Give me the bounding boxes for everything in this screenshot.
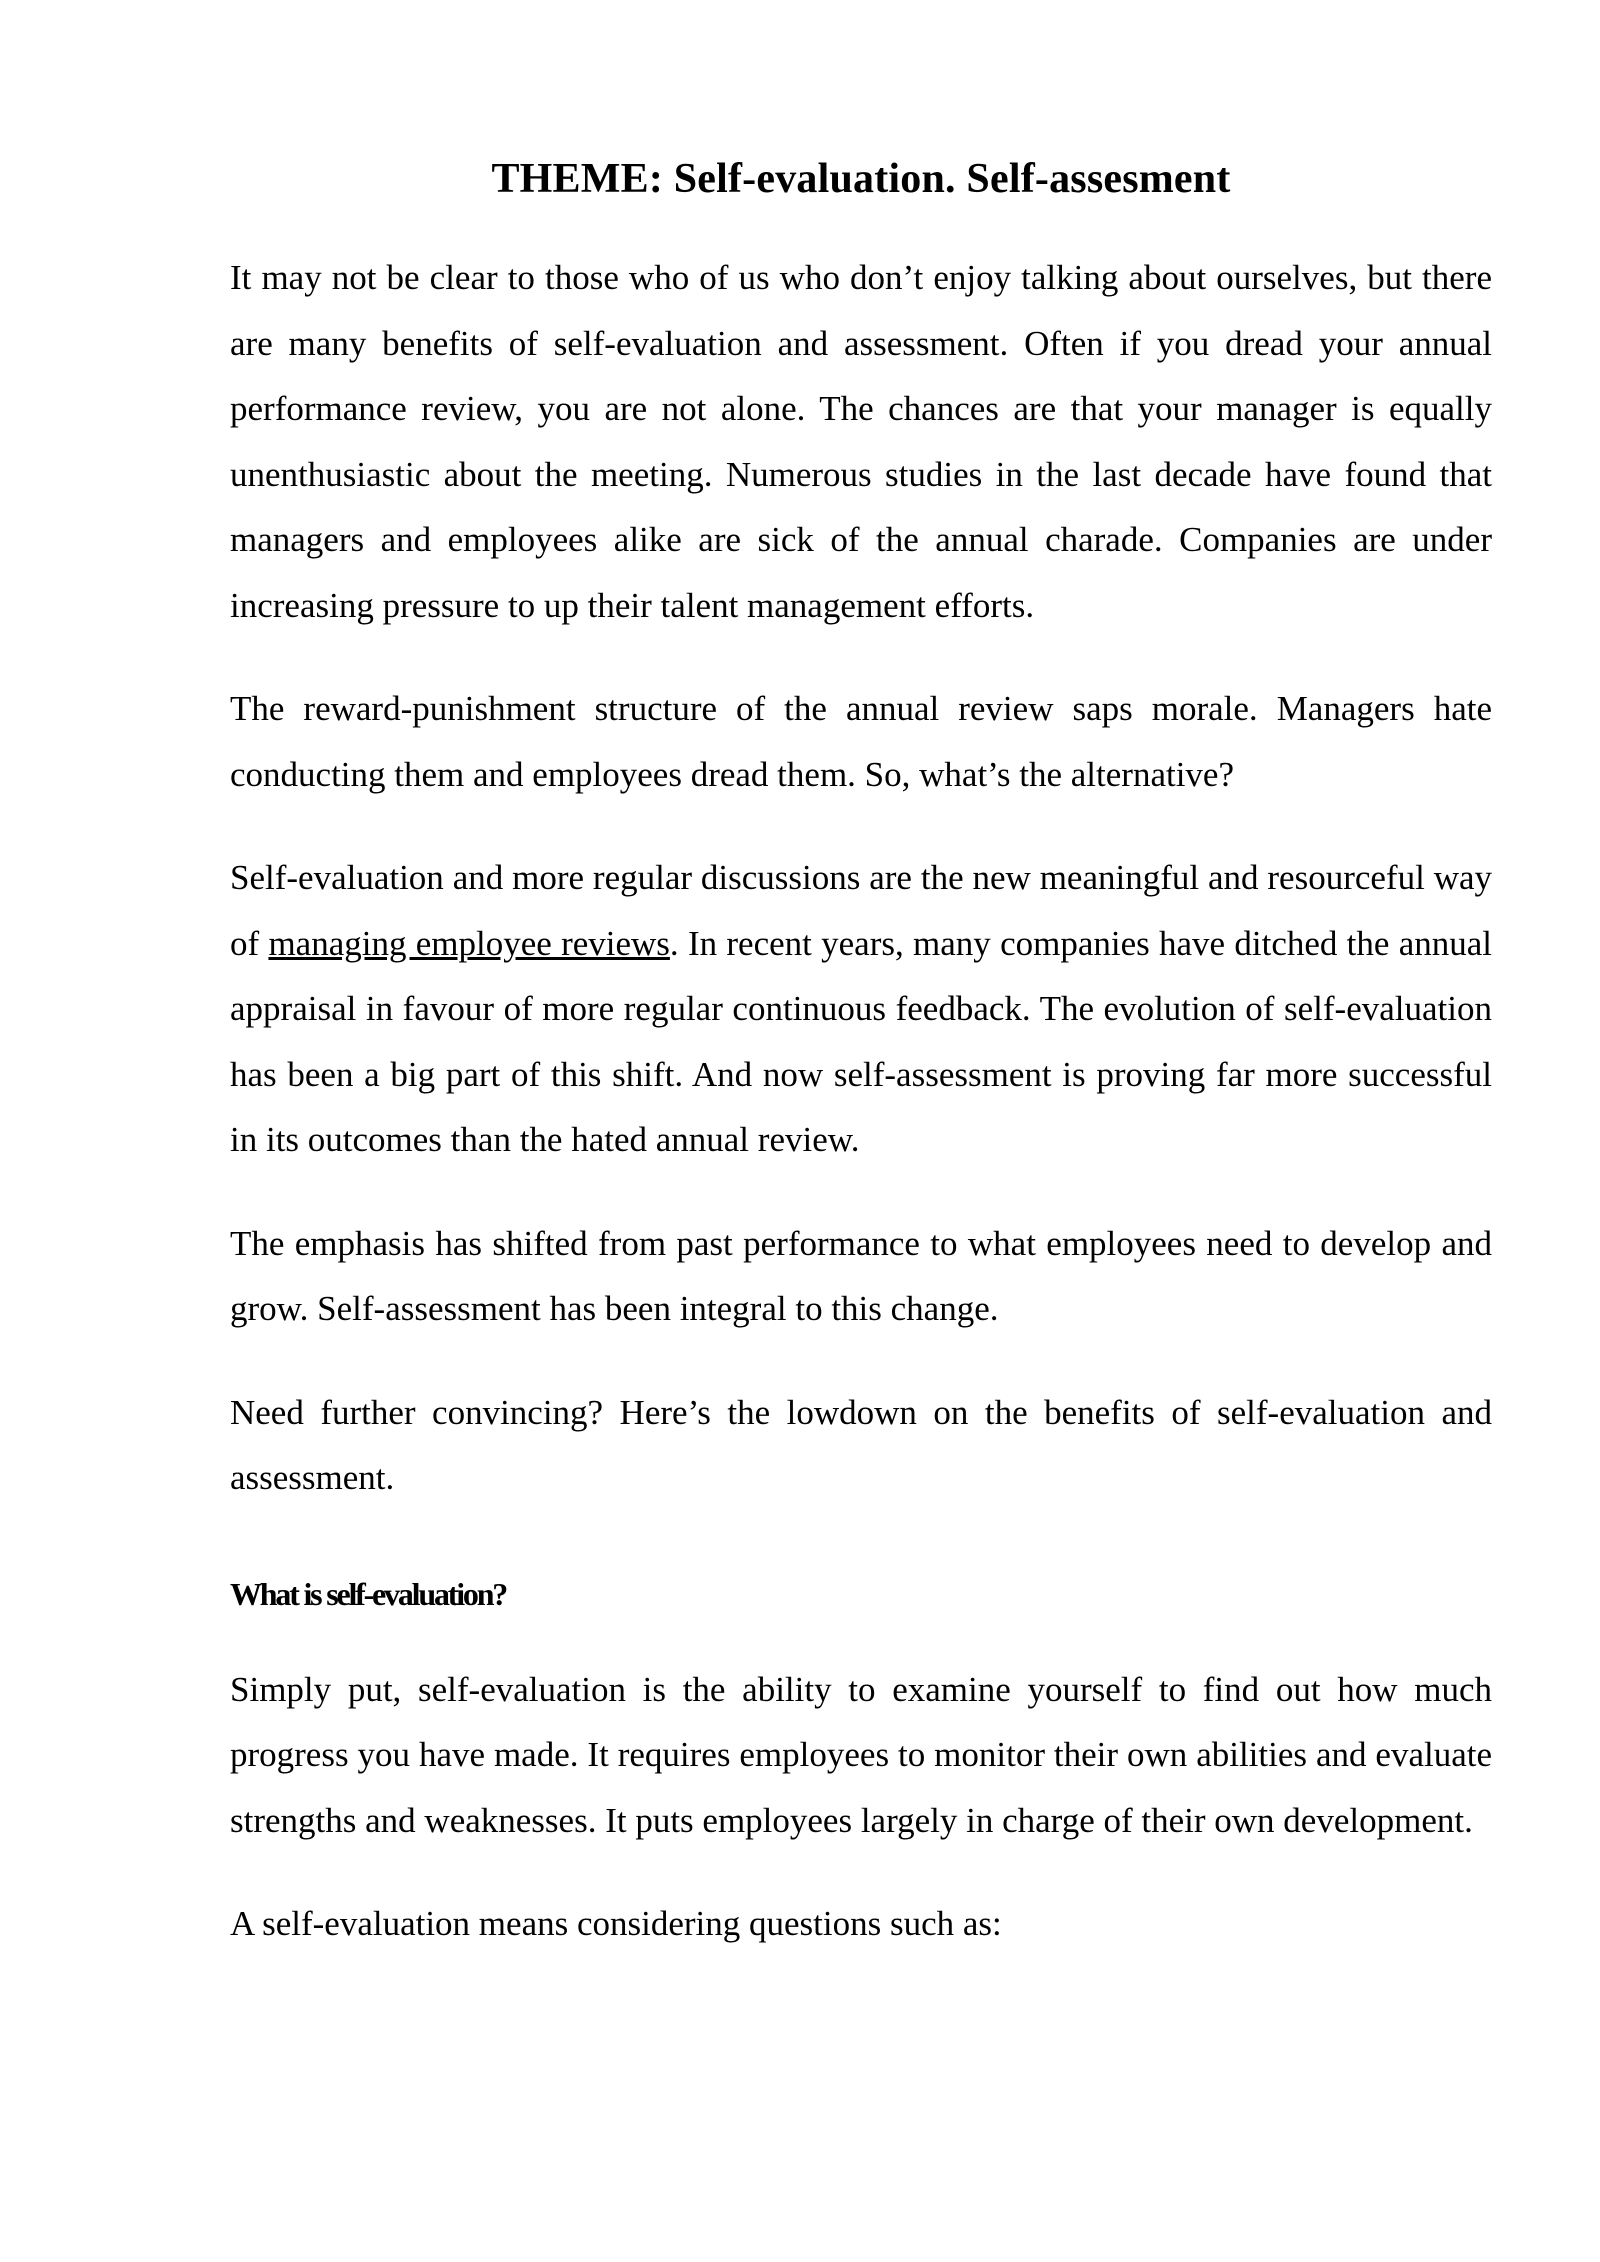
paragraph-text-after-link: . In recent years, many companies have ditched the annual appraisal in favour of more regular continuous feedback. The evolution of self-evaluation has been a big part of this shift. And now self-assessment is proving far more successful in its outcomes than the hated annual review.	[230, 923, 1492, 1159]
managing-employee-reviews-link[interactable]: managing employee reviews	[268, 923, 670, 963]
document-body	[230, 150, 1492, 1957]
paragraph-questions-intro: A self-evaluation means considering questions such as:	[230, 1904, 1002, 1943]
paragraph-intro: It may not be clear to those who of us who don’t enjoy talking about ourselves, but there are many benefits of self-evaluation and assessment. Often if you dread your annual performance review, you are not alone. The chances are that your manager is equally unenthusiastic about the meeting. Numerous studies in the last decade have found that managers and employees alike are sick of the annual charade. Companies are under increasing pressure to up their talent management efforts.	[230, 258, 1492, 625]
section-heading: What is self-evaluation?	[230, 1575, 507, 1612]
paragraph-definition: Simply put, self-evaluation is the ability to examine yourself to find out how much progress you have made. It requires employees to monitor their own abilities and evaluate strengths and weaknesses. It puts employees largely in charge of their own development.	[230, 1669, 1492, 1840]
paragraph-further-convincing: Need further convincing? Here’s the lowdown on the benefits of self-evaluation and assessment.	[230, 1392, 1492, 1497]
paragraph-regular-discussions	[230, 845, 1492, 1173]
paragraph-reward-punishment: The reward-punishment structure of the annual review saps morale. Managers hate conducting them and employees dread them. So, what’s the alternative?	[230, 689, 1492, 794]
page-title: THEME: Self-evaluation. Self-assesment	[491, 156, 1231, 202]
paragraph-emphasis-shift: The emphasis has shifted from past performance to what employees need to develop and grow. Self-assessment has been integral to this change.	[230, 1223, 1492, 1328]
paragraph-text-before-link: Self-evaluation and more regular discussions are the new meaningful and resourceful way of	[230, 858, 1492, 963]
